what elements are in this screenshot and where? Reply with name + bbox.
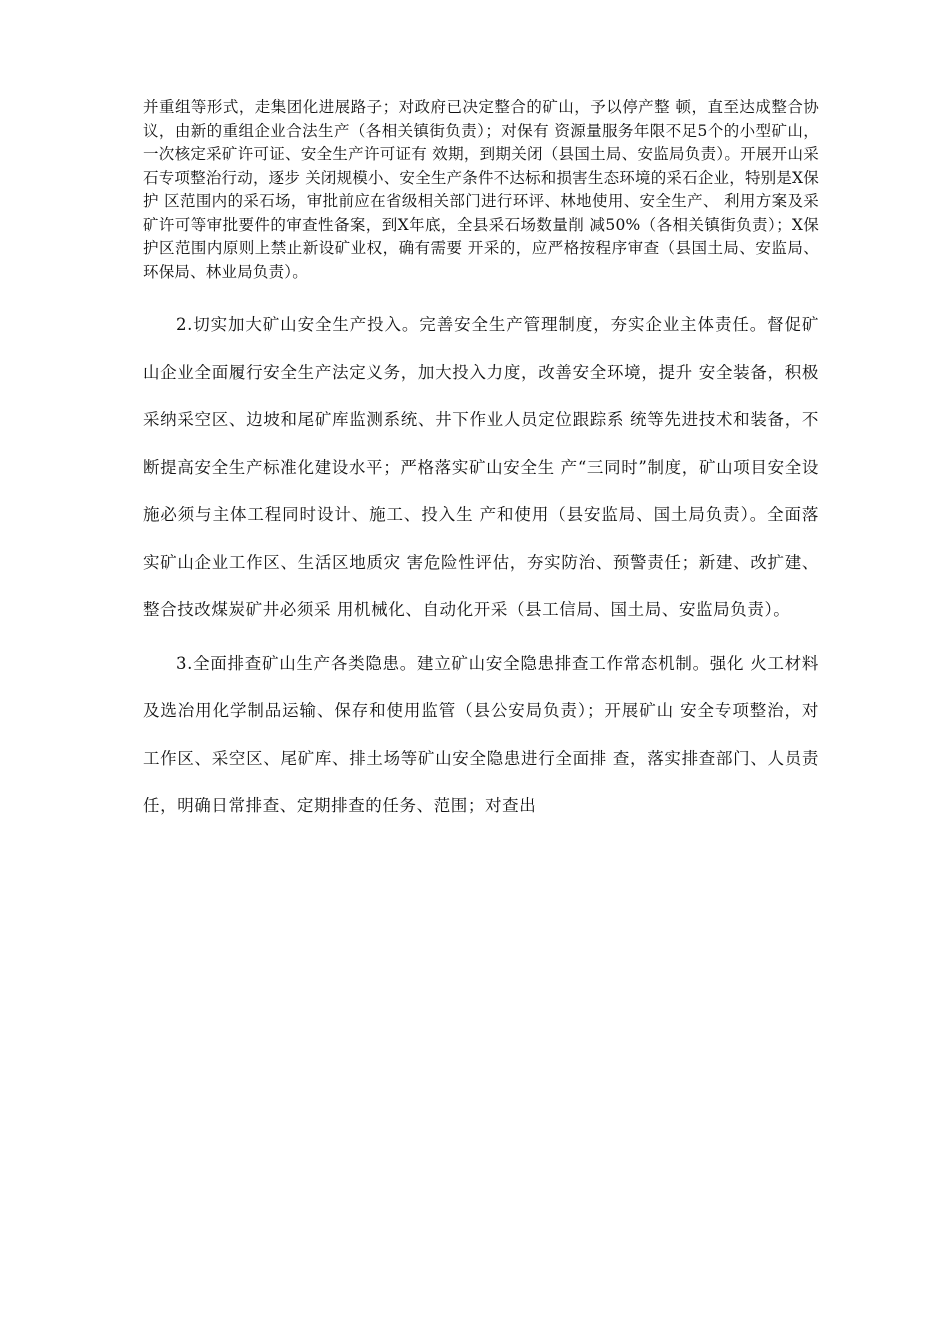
paragraph-2: 2.切实加大矿山安全生产投入。完善安全生产管理制度，夯实企业主体责任。督促矿山企业全面履行安全生产法定义务，加大投入力度，改善安全环境，提升 安全装备，积极采纳采空区、边坡和尾矿库监测系统、井下作业人员定位跟踪系 统等先进技术和装备，不断提高安全生产标准化建设水平；严格落实矿山安全生 产“三同时”制度，矿山项目安全设施必须与主体工程同时设计、施工、投入生 产和使用（县安监局、国土局负责）。全面落实矿山企业工作区、生活区地质灾 害危险性评估，夯实防治、预警责任；新建、改扩建、整合技改煤炭矿井必须采 用机械化、自动化开采（县工信局、国土局、安监局负责）。	[143, 315, 819, 619]
paragraph-3: 3.全面排查矿山生产各类隐患。建立矿山安全隐患排查工作常态机制。强化 火工材料及选冶用化学制品运输、保存和使用监管（县公安局负责）；开展矿山 安全专项整治，对工作区、采空区、尾矿库、排土场等矿山安全隐患进行全面排 查，落实排查部门、人员责任，明确日常排查、定期排查的任务、范围；对查出	[143, 653, 819, 815]
document-body	[143, 96, 819, 830]
paragraph-1: 并重组等形式，走集团化进展路子；对政府已决定整合的矿山，予以停产整 顿，直至达成整合协议，由新的重组企业合法生产（各相关镇街负责）；对保有 资源量服务年限不足5个的小型矿山，一次核定采矿许可证、安全生产许可证有 效期，到期关闭（县国土局、安监局负责）。开展开山采石专项整治行动，逐步 关闭规模小、安全生产条件不达标和损害生态环境的采石企业，特别是X保护 区范围内的采石场，审批前应在省级相关部门进行环评、林地使用、安全生产、 利用方案及采矿许可等审批要件的审查性备案，到X年底，全县采石场数量削 减50%（各相关镇街负责）；X保护区范围内原则上禁止新设矿业权，确有需要 开采的，应严格按程序审查（县国土局、安监局、环保局、林业局负责）。	[143, 98, 819, 281]
